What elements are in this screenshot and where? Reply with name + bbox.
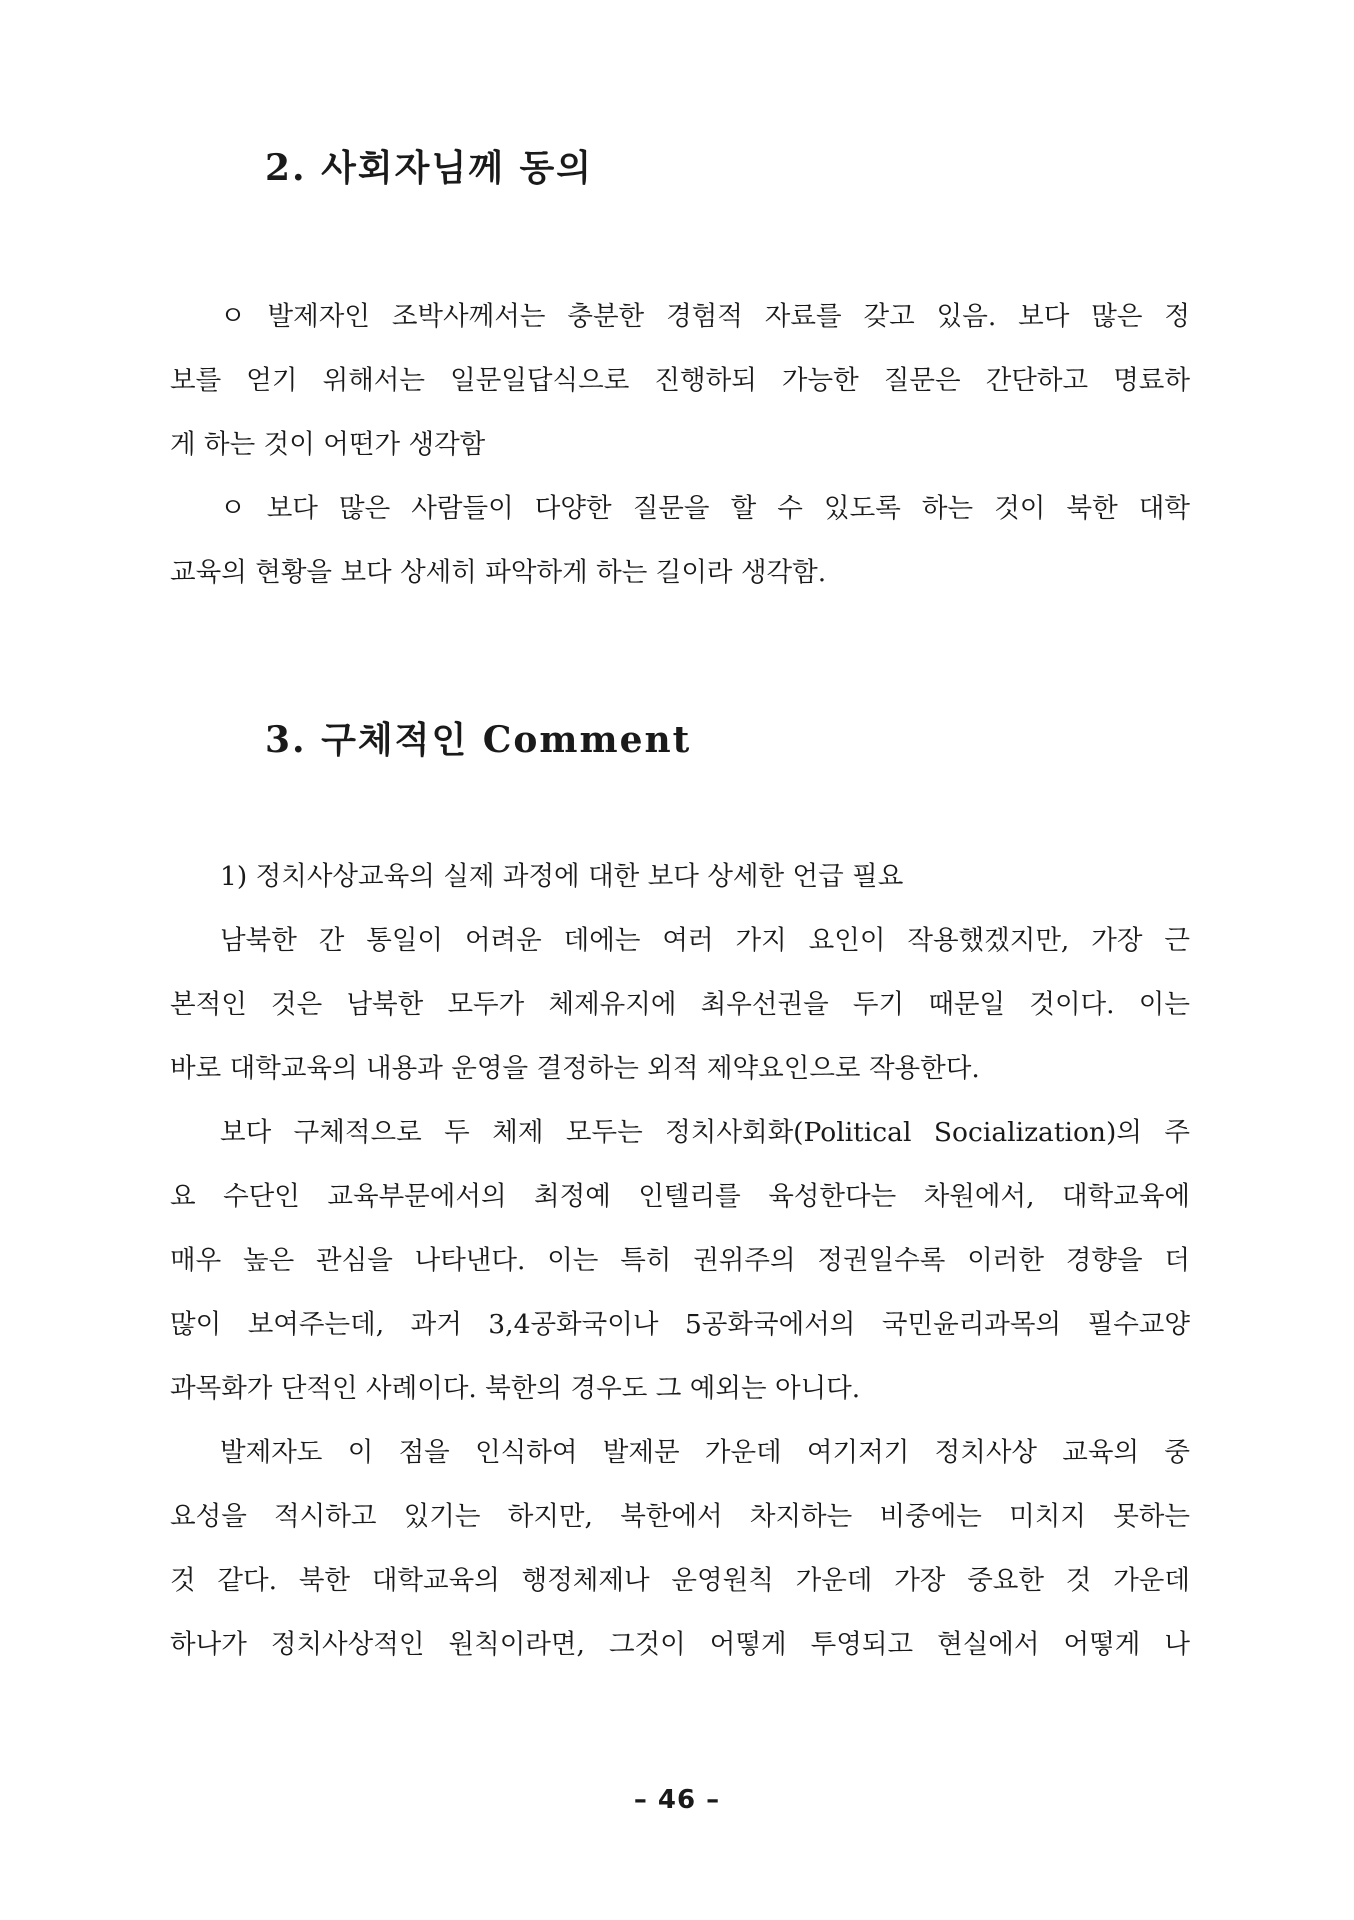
paragraph-line: 교육의 현황을 보다 상세히 파악하게 하는 길이라 생각함. bbox=[170, 557, 827, 588]
section-2-body bbox=[170, 285, 1190, 605]
paragraph-line: 발제자도 이 점을 인식하여 발제문 가운데 여기저기 정치사상 교육의 중 bbox=[220, 1437, 1190, 1468]
paragraph-line: 보다 구체적으로 두 체제 모두는 정치사회화(Political Socialization)의 주 bbox=[220, 1117, 1190, 1148]
paragraph-line: 하나가 정치사상적인 원칙이라면, 그것이 어떻게 투영되고 현실에서 어떻게 나 bbox=[170, 1629, 1190, 1660]
subsection-title: 1) 정치사상교육의 실제 과정에 대한 보다 상세한 언급 필요 bbox=[220, 861, 904, 892]
paragraph-line: ㅇ 보다 많은 사람들이 다양한 질문을 할 수 있도록 하는 것이 북한 대학 bbox=[220, 493, 1190, 524]
paragraph-line: 매우 높은 관심을 나타낸다. 이는 특히 권위주의 정권일수록 이러한 경향을 더 bbox=[170, 1245, 1190, 1276]
section-3-body bbox=[170, 845, 1190, 1677]
paragraph-line: 요 수단인 교육부문에서의 최정예 인텔리를 육성한다는 차원에서, 대학교육에 bbox=[170, 1181, 1190, 1212]
paragraph-line: 바로 대학교육의 내용과 운영을 결정하는 외적 제약요인으로 작용한다. bbox=[170, 1053, 980, 1084]
section-2-heading: 2. 사회자님께 동의 bbox=[265, 147, 594, 189]
paragraph-line: 많이 보여주는데, 과거 3,4공화국이나 5공화국에서의 국민윤리과목의 필수교양 bbox=[170, 1309, 1190, 1340]
page-number: – 46 – bbox=[633, 1785, 721, 1815]
section-3-heading: 3. 구체적인 Comment bbox=[265, 719, 692, 761]
paragraph-line: 과목화가 단적인 사례이다. 북한의 경우도 그 예외는 아니다. bbox=[170, 1373, 861, 1404]
paragraph-line: 것 같다. 북한 대학교육의 행정체제나 운영원칙 가운데 가장 중요한 것 가운데 bbox=[170, 1565, 1190, 1596]
paragraph-line: 보를 얻기 위해서는 일문일답식으로 진행하되 가능한 질문은 간단하고 명료하 bbox=[170, 365, 1190, 396]
paragraph-line: 본적인 것은 남북한 모두가 체제유지에 최우선권을 두기 때문일 것이다. 이는 bbox=[170, 989, 1190, 1020]
paragraph-line: 요성을 적시하고 있기는 하지만, 북한에서 차지하는 비중에는 미치지 못하는 bbox=[170, 1501, 1190, 1532]
paragraph-line: 남북한 간 통일이 어려운 데에는 여러 가지 요인이 작용했겠지만, 가장 근 bbox=[220, 925, 1190, 956]
paragraph-line: ㅇ 발제자인 조박사께서는 충분한 경험적 자료를 갖고 있음. 보다 많은 정 bbox=[220, 301, 1190, 332]
paragraph-line: 게 하는 것이 어떤가 생각함 bbox=[170, 429, 486, 460]
